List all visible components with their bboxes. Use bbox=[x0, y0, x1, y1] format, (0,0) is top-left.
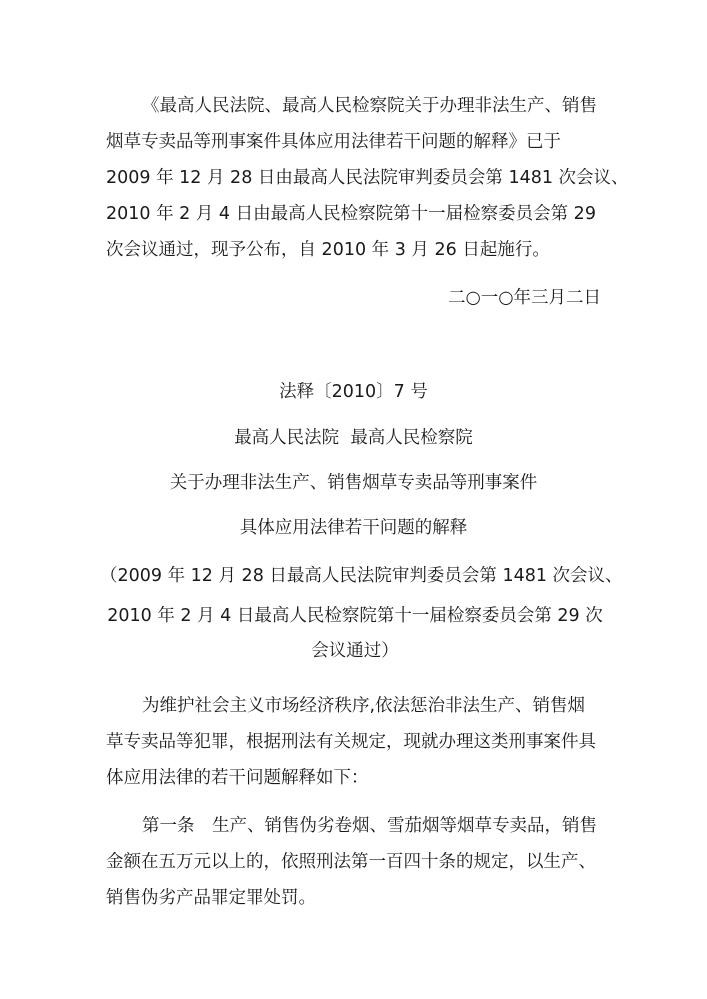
preamble-line: 体应用法律的若干问题解释如下： bbox=[106, 768, 369, 788]
session-line: 2010 年 2 月 4 日最高人民检察院第十一届检察委员会第 29 次 bbox=[107, 606, 603, 626]
article-1-paragraph bbox=[106, 808, 602, 916]
announcement-date: 二○一○年三月二日 bbox=[447, 288, 601, 308]
announcement-line: 烟草专卖品等刑事案件具体应用法律若干问题的解释》已于 bbox=[106, 132, 561, 152]
article-line: 第一条 生产、销售伪劣卷烟、雪茄烟等烟草专卖品，销售 bbox=[142, 816, 597, 836]
announcement-line: 2010 年 2 月 4 日由最高人民检察院第十一届检察委员会第 29 bbox=[106, 204, 596, 224]
document-title-line-2: 具体应用法律若干问题的解释 bbox=[239, 518, 468, 538]
announcement-paragraph bbox=[106, 88, 629, 268]
preamble-line: 为维护社会主义市场经济秩序,依法惩治非法生产、销售烟 bbox=[142, 696, 586, 716]
document-number: 法释〔2010〕7 号 bbox=[279, 382, 428, 402]
announcement-line: 次会议通过，现予公布，自 2010 年 3 月 26 日起施行。 bbox=[106, 240, 550, 260]
announcement-line: 《最高人民法院、最高人民检察院关于办理非法生产、销售 bbox=[142, 96, 597, 116]
session-line: （2009 年 12 月 28 日最高人民法院审判委员会第 1481 次会议、 bbox=[100, 566, 623, 586]
article-line: 销售伪劣产品罪定罪处罚。 bbox=[106, 888, 316, 908]
article-line: 金额在五万元以上的，依照刑法第一百四十条的规定，以生产、 bbox=[106, 852, 596, 872]
session-line: 会议通过） bbox=[311, 641, 399, 661]
session-note bbox=[100, 556, 623, 666]
announcement-line: 2009 年 12 月 28 日由最高人民法院审判委员会第 1481 次会议、 bbox=[106, 168, 629, 188]
document-title-line-1: 关于办理非法生产、销售烟草专卖品等刑事案件 bbox=[169, 473, 538, 493]
document-issuers: 最高人民法院 最高人民检察院 bbox=[234, 428, 473, 448]
preamble-paragraph bbox=[106, 688, 602, 796]
preamble-line: 草专卖品等犯罪，根据刑法有关规定，现就办理这类刑事案件具 bbox=[106, 732, 596, 752]
